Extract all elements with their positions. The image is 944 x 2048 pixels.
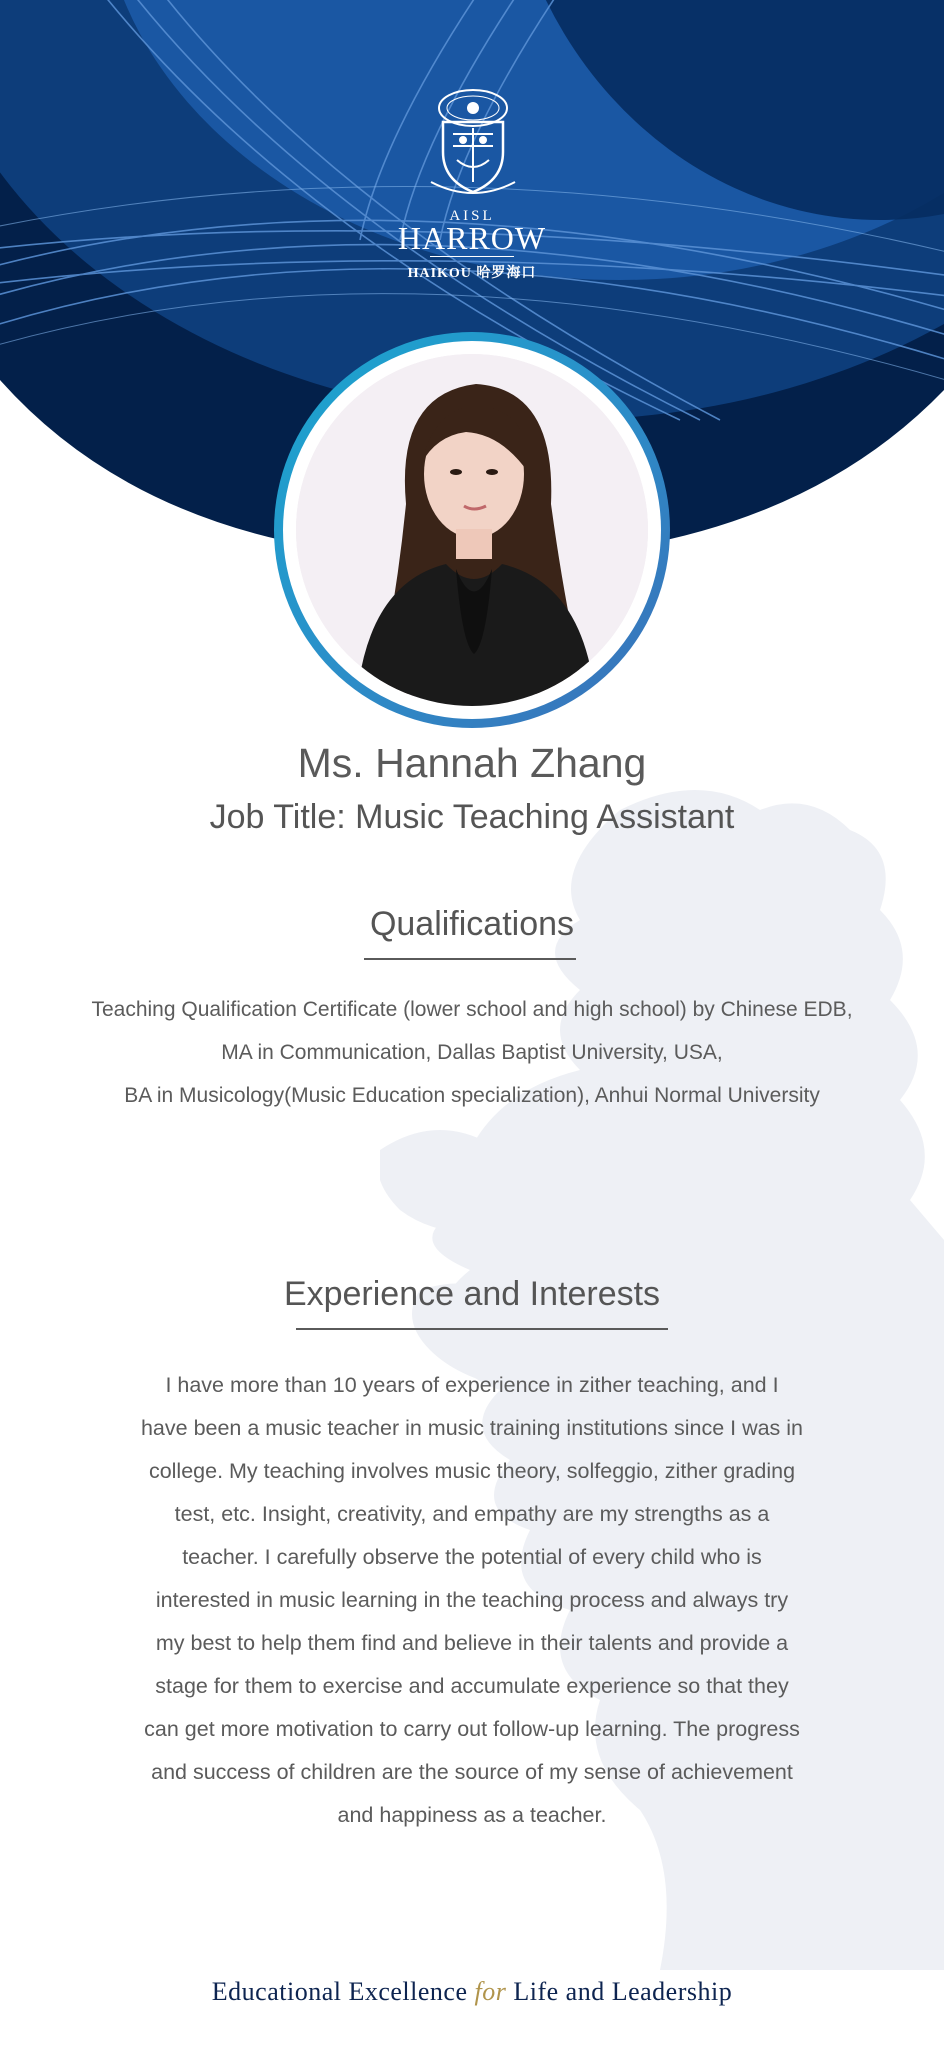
- job-title: Job Title: Music Teaching Assistant: [209, 798, 735, 836]
- brand-prefix: AISL: [449, 208, 495, 224]
- avatar-illustration: [296, 354, 648, 706]
- brand-divider: [430, 256, 514, 257]
- experience-body: I have more than 10 years of experience in zither teaching, and I have been a music teacher in music training institutions since I was in college. My teaching involves music theory, solfeggio, zither grading test, etc. Insight, creativity, and empathy are my strengths as a teacher. I carefully observe the potential of every child who is interested in music learning in the teaching process and always try my best to help them find and believe in their talents and provide a stage for them to exercise and accumulate experience so that they can get more motivation to carry out follow-up learning. The progress and success of children are the source of my sense of achievement and happiness as a teacher.: [140, 1373, 804, 1827]
- experience-heading: Experience and Interests: [283, 1275, 661, 1313]
- tagline-part1: Educational Excellence: [211, 1977, 475, 2006]
- footer-tagline: [0, 1977, 944, 2007]
- qualification-line: MA in Communication, Dallas Baptist University, USA,: [221, 1041, 723, 1064]
- avatar: [296, 354, 648, 706]
- tagline-for: for: [474, 1977, 507, 2006]
- brand-location: HAIKOU 哈罗海口: [407, 266, 537, 281]
- crest-logo: [425, 82, 521, 202]
- teacher-name: Ms. Hannah Zhang: [297, 740, 647, 786]
- qualifications-heading: Qualifications: [369, 905, 575, 943]
- tagline-part2: Life and Leadership: [506, 1977, 733, 2006]
- qualifications-underline: [364, 958, 576, 960]
- brand-name: HARROW: [397, 220, 547, 256]
- qualification-line: BA in Musicology(Music Education specialization), Anhui Normal University: [124, 1084, 820, 1107]
- qualification-line: Teaching Qualification Certificate (lower school and high school) by Chinese EDB,: [91, 998, 853, 1021]
- experience-underline: [296, 1328, 668, 1330]
